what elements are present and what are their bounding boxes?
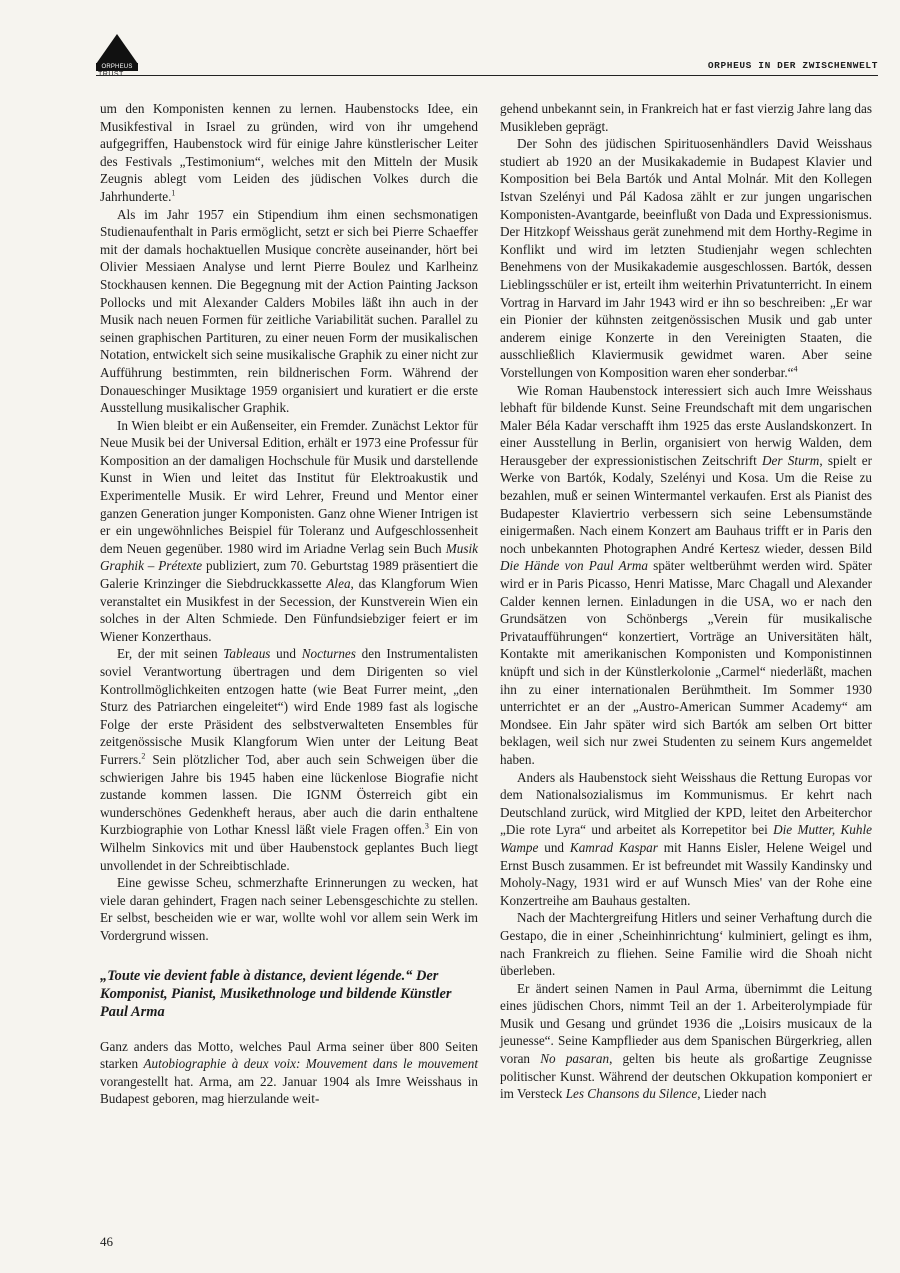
footnote-marker: 3 [424,821,429,831]
work-title: Kamrad Kaspar [569,839,658,855]
header-rule [96,75,878,76]
paragraph: Er ändert seinen Namen in Paul Arma, übernimmt die Leitung eines jüdischen Chors, nimmt Teil an der 1. Arbeiterolympiade für Musik und Gesang und gründet 1936 die „Loisirs musicaux de la jeunesse“. Seine Kampflieder aus dem Spanischen Bürgerkrieg, allen voran No pasaran, gelten bis heute als großartige Zeugnisse politischer Kunst. Während der deutschen Okkupation komponiert er im Versteck Les Chansons du Silence, Lieder nach [500,980,873,1102]
paragraph: Anders als Haubenstock sieht Weisshaus die Rettung Europas vor dem Nationalsozialismus im Kommunismus. Er kehrt nach Deutschland zurück, wird Mitglied der KPD, leitet den Arbeiterchor „Die rote Lyra“ und arbeitet als Korrepetitor bei Die Mutter, Kuhle Wampe und Kamrad Kaspar mit Hanns Eisler, Helene Weigel und Ernst Busch zusammen. Er ist befreundet mit Wassily Kandinsky und Moholy-Nagy, 1931 wird er auf Wunsch Mies' van der Rohe eine Konzertreihe am Bauhaus gestalten. [500,769,873,908]
section-heading: „Toute vie devient fable à distance, devient légende.“ Der Komponist, Pianist, Musikethnologe und bildende Künstler Paul Arma [100,967,452,1020]
work-title: Les Chansons du Silence [565,1086,698,1102]
footnote-marker: 4 [793,364,798,374]
paragraph: Nach der Machtergreifung Hitlers und seiner Verhaftung durch die Gestapo, die in einer ‚Scheinhinrichtung‘ kulminiert, gelingt es ihm, nach Frankreich zu fliehen. Seine Familie wird die Shoah nicht überleben. [500,910,872,979]
left-column [100,100,478,1108]
work-title: Die Mutter, Kuhle Wampe [500,822,872,855]
logo-text: ORPHEUS [96,63,138,71]
orpheus-trust-logo [96,34,140,76]
running-head: ORPHEUS IN DER ZWISCHENWELT [707,60,878,71]
footnote-marker: 1 [171,188,176,198]
paragraph: gehend unbekannt sein, in Frankreich hat er fast vierzig Jahre lang das Musikleben geprägt. [500,101,872,134]
paragraph: Wie Roman Haubenstock interessiert sich auch Imre Weisshaus lebhaft für bildende Kunst. Seine Freundschaft mit dem ungarischen Maler Béla Kadar verschafft ihm 1925 das erste Auslandskonzert. In einer Ausstellung in Berlin, organisiert von herwig Walden, dem Herausgeber der expressionistischen Zeitschrift Der Sturm, spielt er Werke von Bartók, Kodaly, Szelényi und Kosa. Um die Reise zu bezahlen, muß er seinen Wintermantel verkaufen. Erst als Pianist des Budapester Klaviertrio verbessern sich seine Lebensumstände einigermaßen. Nach einem Konzert am Bauhaus trifft er in Paris den noch unbekannten Photographen André Kertesz wieder, dessen Bild Die Hände von Paul Arma später weltberühmt werden wird. Später wird er in Paris Picasso, Henri Matisse, Marc Chagall und Alexander Calder kennen lernen. Einladungen in die USA, wo er nach den Grundsätzen von Schönbergs „Verein für musikalische Privataufführungen“ konzertiert, Vorträge an Universitäten hält, Kontakte mit amerikanischen Komponisten und Komponistinnen knüpft und sich in der Künstlerkolonie „Carmel“ niederläßt, machen ihn zu einer internationalen Berühmtheit. Im Sommer 1930 unterrichtet er an der „Austro-American Summer Academy“ am Mondsee. Ein Jahr später wird sich Bartók am selben Ort bitter beklagen, weil sich nur zwei Studenten zu seinem Kurs angemeldet haben. [500,382,873,767]
work-title: Nocturnes [301,646,356,662]
paragraph: Der Sohn des jüdischen Spirituosenhändlers David Weisshaus studiert ab 1920 an der Musikakademie in Budapest Klavier und Komposition bei Bela Bartók und Antal Molnár. Mit den Kollegen Istvan Szelényi und Pál Kadosa zählt er zur jungen ungarischen Komponisten-Avantgarde, beeinflußt von Dada und Expressionismus. Der Hitzkopf Weisshaus gerät zunehmend mit dem Horthy-Regime in Konflikt und wird im letzten Studienjahr wegen schlechten Benehmens von der Musikakademie ausgeschlossen. Bartók, dessen Lieblingsschüler er ist, erteilt ihm weiterhin Privatunterricht. In einem Vortrag in Harvard im Jahr 1943 wird er ihn so beschreiben: „Er war ein Pionier der kühnsten zeitgenössischen Musik und gab unter anderem einige Konzerte in den Vereinigten Staaten, die ausschließlich Klaviermusik gewidmet waren. Aber seine Vorstellungen von Komposition waren eher sonderbar.“$^4$ [500,136,872,380]
work-title: Die Hände von Paul Arma [500,558,648,574]
work-title: Musik Graphik – Prétexte [100,540,478,574]
logo-triangle-icon [96,34,138,64]
paragraph: Ganz anders das Motto, welches Paul Arma seiner über 800 Seiten starken Autobiographie à deux voix: Mouvement dans le mouvement vorangestellt hat. Arma, am 22. Januar 1904 als Imre Weisshaus in Budapest geboren, mag hierzulande weit- [100,1038,478,1107]
page-number: 46 [100,1234,113,1249]
paragraph: In Wien bleibt er ein Außenseiter, ein Fremder. Zunächst Lektor für Neue Musik bei der Universal Edition, erhält er 1973 eine Professur für Komposition an der damaligen Hochschule für Musik und darstellende Kunst in Wien und leitet das Institut für Elektroakustik und Experimentelle Musik. Er wird Lehrer, Freund und Mentor einer ganzen Generation junger Komponisten. Ganz ohne Wiener Intrigen ist er ein ungewöhnliches Beispiel für Toleranz und Aufgeschlossenheit dem Neuen gegenüber. 1980 wird im Ariadne Verlag sein Buch Musik Graphik – Prétexte publiziert, zum 70. Geburtstag 1989 präsentiert die Galerie Krinzinger die Siebdruckkassette Alea, das Klangforum Wien veranstaltet ein Musikfest in der Secession, der Kunstverein Wien ein solches in der Alten Schmiede. Den Fünfundsiebziger feiert er im Wiener Konzerthaus. [100,417,479,644]
paragraph: Er, der mit seinen Tableaus und Nocturnes den Instrumentalisten soviel Verantwortung übertragen und dem Dirigenten so viel Kontrollmöglichkeiten entzogen hatte (wie Beat Furrer meint, „den Sturz des Patriarchen eingeleitet“) wird Ende 1989 fast als logische Folge der erste Präsident des selbstverwalteten Ensembles für zeitgenössische Musik Klangforum Wien unter der Leitung Beat Furrers.$^2$ Sein plötzlicher Tod, aber auch sein Schweigen über die schwierigen Jahre bis 1945 haben eine lückenlose Biografie nicht zustande kommen lassen. Die IGNM Österreich gibt ein wunderschönes Gedenkheft heraus, aber auch die darin enthaltene Kurzbiographie von Lothar Knessl läßt viele Fragen offen.$^3$ Ein von Wilhelm Sinkovics mit und über Haubenstock geplantes Buch liegt unvollendet in der Schreibtischlade. [100,646,478,873]
right-column [500,100,872,1103]
work-title: Tableaus [223,646,271,662]
paragraph: Als im Jahr 1957 ein Stipendium ihm einen sechsmonatigen Studienaufenthalt in Paris ermöglicht, setzt er sich bei Pierre Schaeffer mit der damals hochaktuellen Musique concrète auseinander, hört bei Olivier Messiaen Analyse und lernt Pierre Boulez und Karlheinz Stockhausen kennen. Die Begegnung mit der Action Painting Jackson Pollocks und mit Alexander Calders Mobiles läßt ihn auch in der Musik nach neuen Formen für zeitliche Variabilität suchen. Parallel zu seinen graphischen Partituren, zu einer neuen Form der musikalischen Notation, entwickelt sich seine musikalische Graphik zu einer nicht zur Aufführung bestimmten, rein bildnerischen Form. Während der Donaueschinger Musiktage 1959 organisiert und kuratiert er die erste Ausstellung musikalischer Graphik. [100,206,478,416]
footnote-marker: 2 [141,751,146,761]
paragraph: um den Komponisten kennen zu lernen. Haubenstocks Idee, ein Musikfestival in Israel zu gründen, wird von ihr umgehend aufgegriffen, Haubenstock wird für einige Jahre künstlerischer Leiter des Festivals „Testimonium“, welches mit den Mitteln der Musik Zeugnis ablegt vom Leiden des jüdischen Volkes durch die Jahrhunderte.$^1$ [100,101,478,204]
work-title: Autobiographie à deux voix: Mouvement dans le mouvement [143,1056,478,1072]
paragraph: Eine gewisse Scheu, schmerzhafte Erinnerungen zu wecken, hat viele daran gehindert, Fragen nach seiner Lebensgeschichte zu stellen. Er selbst, bescheiden wie er war, wollte wohl vor allem sein Werk im Vordergrund wissen. [100,875,478,943]
work-title: Der Sturm [762,452,820,468]
work-title: No pasaran [540,1051,610,1067]
work-title: Alea [326,576,351,592]
